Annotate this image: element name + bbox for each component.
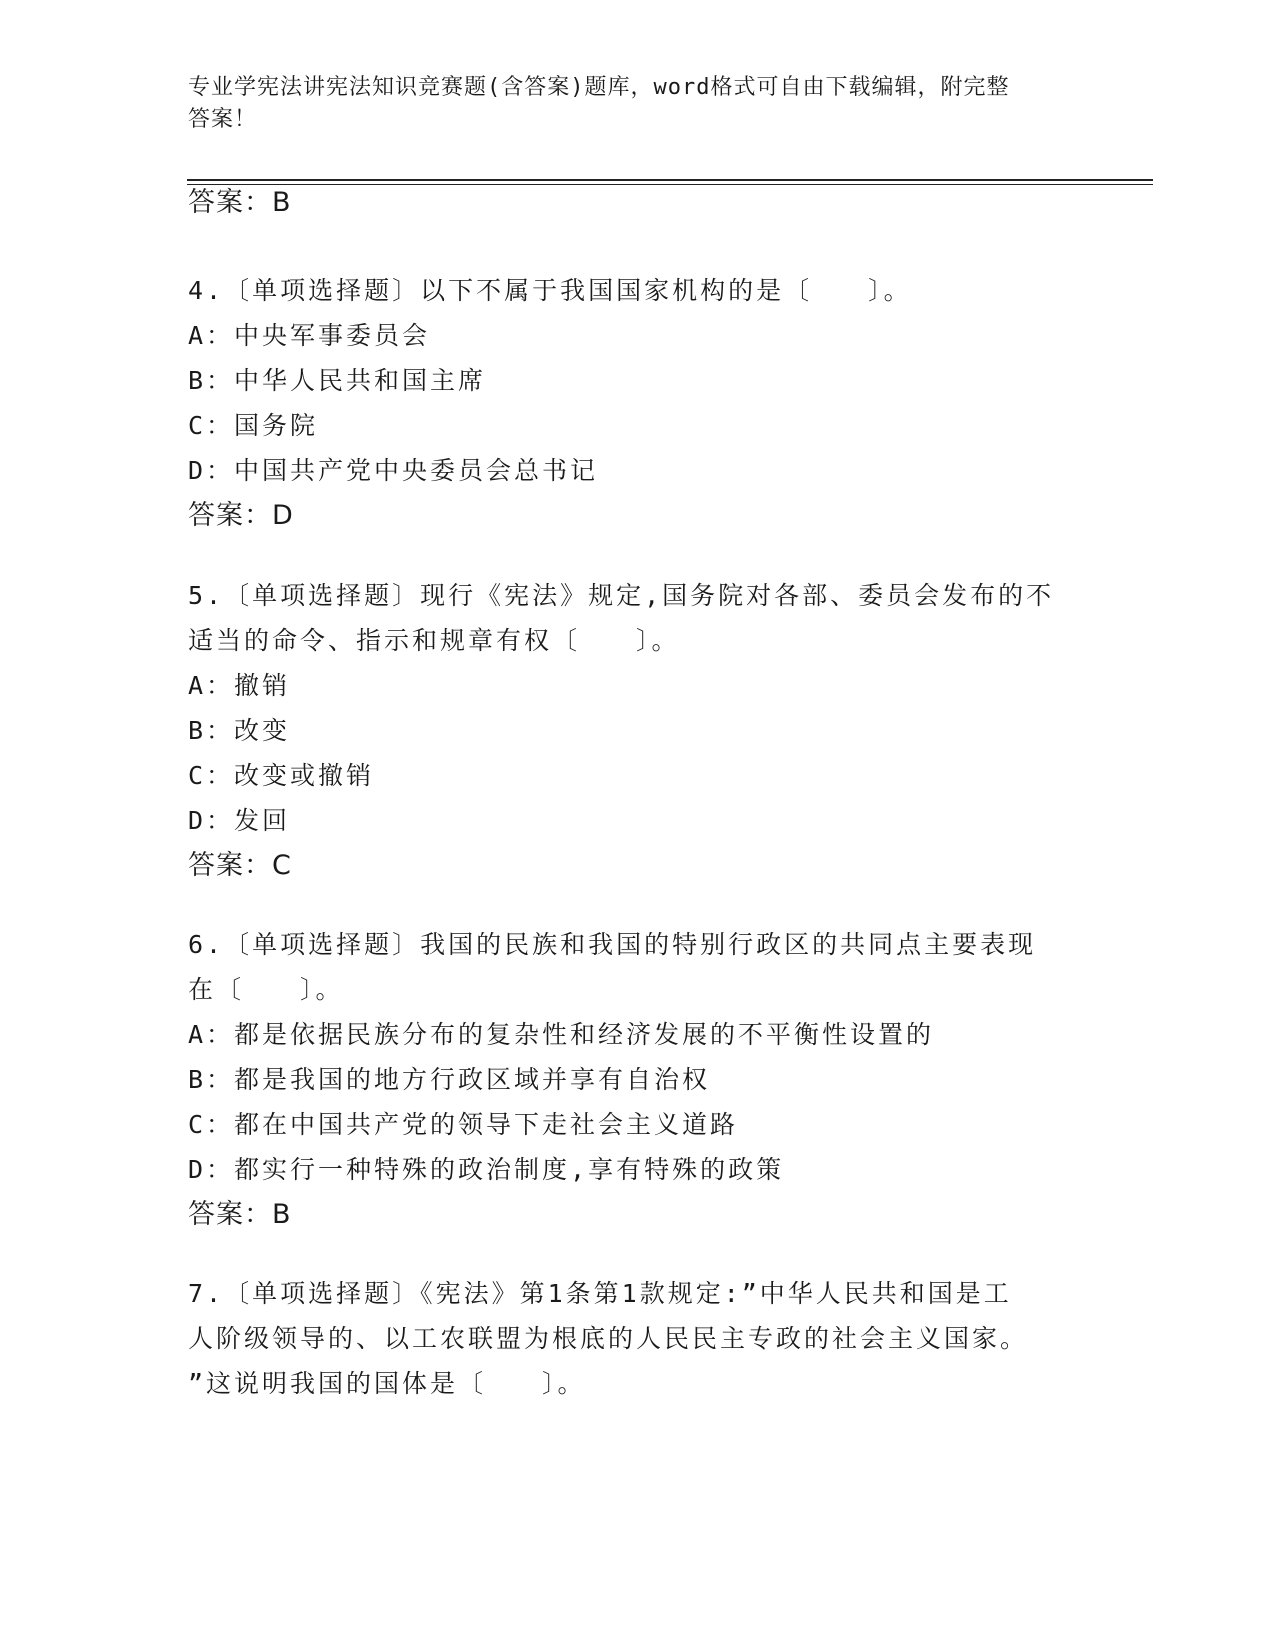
document-header: [188, 72, 1068, 136]
option-b: B：改变: [188, 716, 291, 745]
option-a: A：都是依据民族分布的复杂性和经济发展的不平衡性设置的: [188, 1020, 935, 1049]
option-a: A：撤销: [188, 671, 291, 700]
answer-text: 答案：B: [188, 187, 292, 218]
question-text: 6.〔单项选择题〕我国的民族和我国的特别行政区的共同点主要表现: [188, 930, 1037, 959]
option-c: C：都在中国共产党的领导下走社会主义道路: [188, 1110, 739, 1139]
option-b: B：都是我国的地方行政区域并享有自治权: [188, 1065, 711, 1094]
question-text: 7.〔单项选择题〕《宪法》第1条第1款规定:”中华人民共和国是工: [188, 1279, 1012, 1308]
option-c: C：国务院: [188, 411, 319, 440]
question-5: [188, 573, 1088, 888]
question-text: 适当的命令、指示和规章有权〔 〕。: [188, 626, 680, 655]
answer-text: 答案：C: [188, 850, 292, 881]
option-d: D：发回: [188, 806, 291, 835]
question-6: [188, 922, 1088, 1237]
answer-text: 答案：B: [188, 1199, 292, 1230]
previous-answer-block: [188, 180, 1088, 225]
header-line-2: 答案！: [188, 107, 258, 132]
question-text: 4.〔单项选择题〕以下不属于我国国家机构的是〔 〕。: [188, 276, 912, 305]
option-a: A：中央军事委员会: [188, 321, 431, 350]
question-7: [188, 1271, 1088, 1406]
question-text: 在〔 〕。: [188, 975, 344, 1004]
question-text: 5.〔单项选择题〕现行《宪法》规定,国务院对各部、委员会发布的不: [188, 581, 1055, 610]
question-4: [188, 268, 1088, 538]
option-d: D：都实行一种特殊的政治制度,享有特殊的政策: [188, 1155, 785, 1184]
answer-text: 答案：D: [188, 500, 294, 531]
option-d: D：中国共产党中央委员会总书记: [188, 456, 599, 485]
question-text: 人阶级领导的、以工农联盟为根底的人民民主专政的社会主义国家。: [188, 1324, 1029, 1353]
option-b: B：中华人民共和国主席: [188, 366, 487, 395]
header-line-1: 专业学宪法讲宪法知识竞赛题(含答案)题库，word格式可自由下载编辑，附完整: [188, 75, 1010, 100]
option-c: C：改变或撤销: [188, 761, 375, 790]
question-text: ”这说明我国的国体是〔 〕。: [188, 1369, 586, 1398]
